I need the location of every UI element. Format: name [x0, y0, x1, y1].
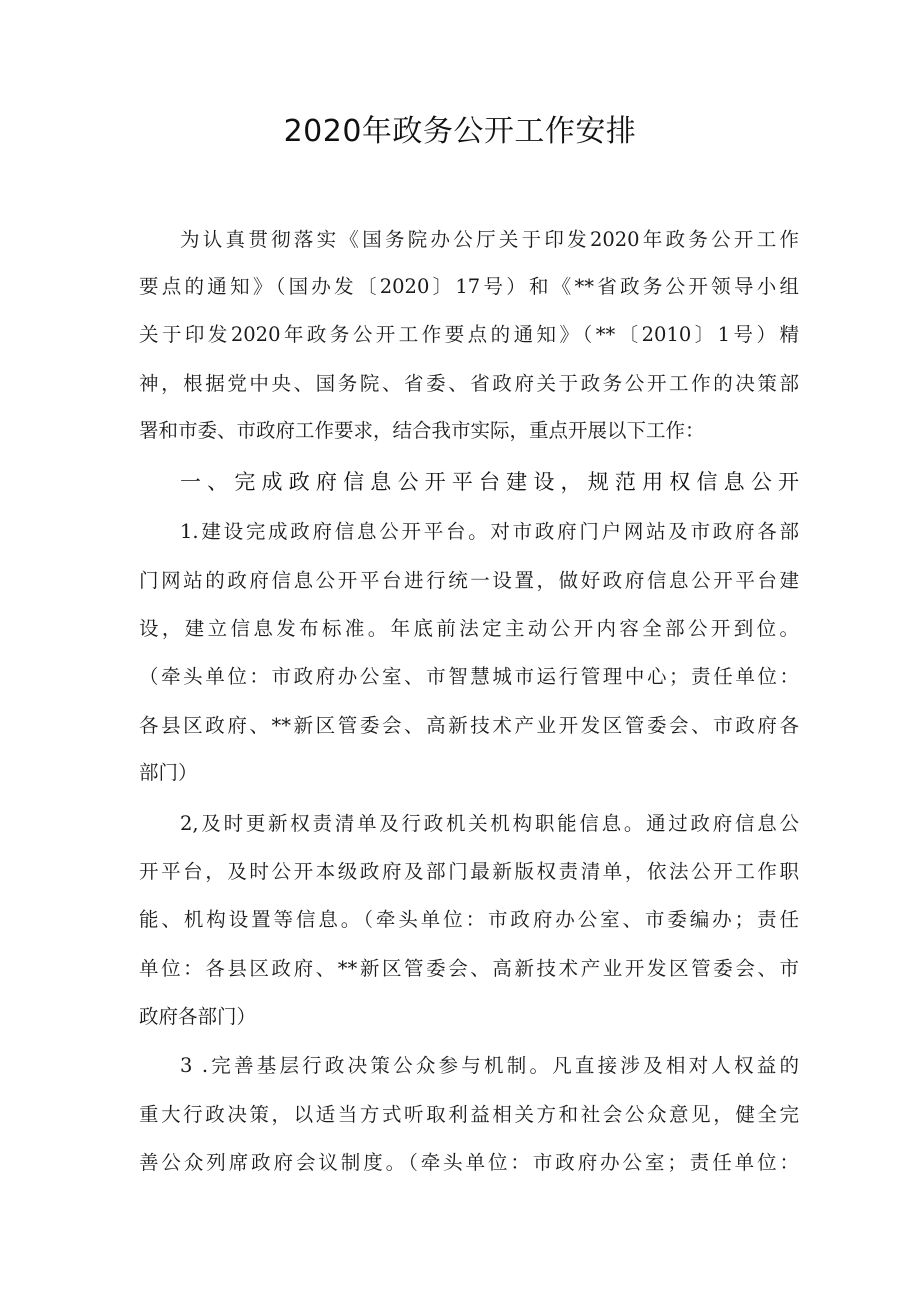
item2-line: 单位：各县区政府、**新区管委会、高新技术产业开发区管委会、市	[139, 957, 799, 980]
item1-line: 各县区政府、**新区管委会、高新技术产业开发区管委会、市政府各	[139, 714, 799, 737]
item1-line: （牵头单位：市政府办公室、市智慧城市运行管理中心；责任单位：	[139, 665, 799, 688]
item1-line: 设，建立信息发布标准。年底前法定主动公开内容全部公开到位。	[139, 617, 799, 640]
item1-line: 门网站的政府信息公开平台进行统一设置，做好政府信息公开平台建	[139, 569, 799, 592]
item2-line: 政府各部门）	[139, 1005, 257, 1028]
item1-line: 1.建设完成政府信息公开平台。对市政府门户网站及市政府各部	[180, 520, 799, 543]
intro-line: 署和市委、市政府工作要求，结合我市实际，重点开展以下工作：	[139, 419, 705, 442]
item2-line: 2,及时更新权责清单及行政机关机构职能信息。通过政府信息公	[180, 812, 799, 835]
intro-line: 神，根据党中央、国务院、省委、省政府关于政务公开工作的决策部	[139, 372, 799, 395]
section-heading: 一、完成政府信息公开平台建设，规范用权信息公开	[180, 470, 799, 494]
intro-line: 为认真贯彻落实《国务院办公厅关于印发2020年政务公开工作	[180, 228, 799, 251]
intro-line: 关于印发2020年政务公开工作要点的通知》（**〔2010〕1号）精	[139, 323, 799, 346]
intro-line: 要点的通知》（国办发〔2020〕17号）和《**省政务公开领导小组	[139, 275, 799, 298]
item3-line: 善公众列席政府会议制度。（牵头单位：市政府办公室；责任单位：	[139, 1151, 799, 1174]
item2-line: 开平台，及时公开本级政府及部门最新版权责清单，依法公开工作职	[139, 860, 799, 883]
item3-line: 重大行政决策，以适当方式听取利益相关方和社会公众意见，健全完	[139, 1103, 799, 1126]
document-title: 2020年政务公开工作安排	[283, 114, 637, 149]
item1-line: 部门）	[139, 761, 198, 784]
item3-line: 3 .完善基层行政决策公众参与机制。凡直接涉及相对人权益的	[180, 1054, 799, 1077]
item2-line: 能、机构设置等信息。（牵头单位：市政府办公室、市委编办；责任	[139, 908, 799, 931]
